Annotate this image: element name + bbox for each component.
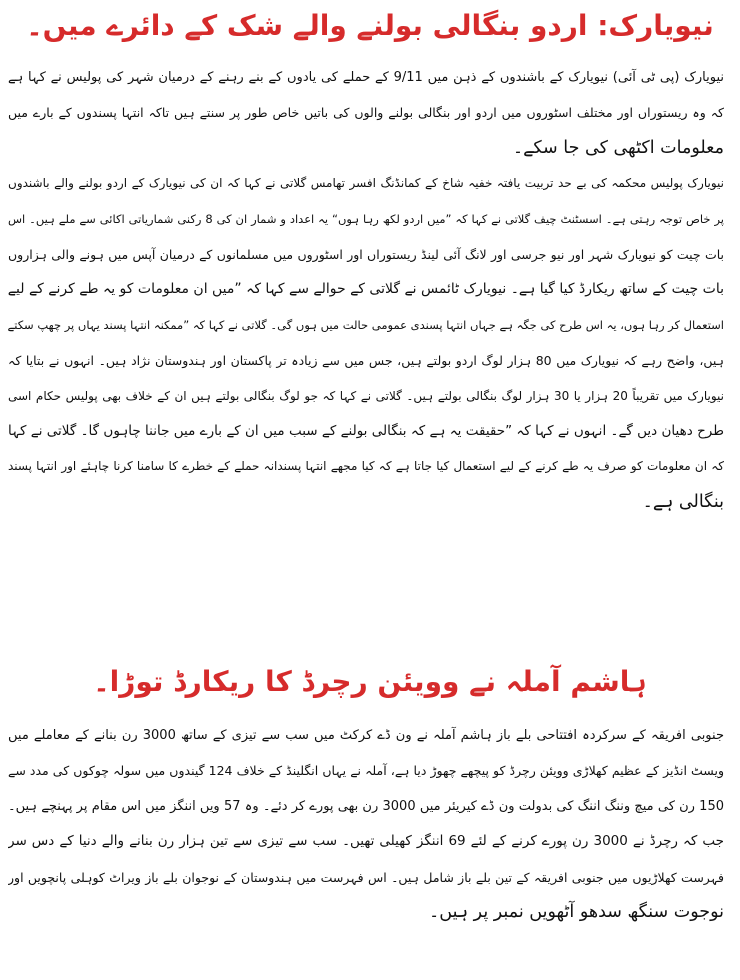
text-line: نیویارک پولیس محکمہ کی بے حد تربیت یافتہ خفیہ شاخ کے کمانڈنگ افسر تھامس گلاتی نے کہا کہ ان کی نیویارک کے اردو بولنے والے باشندوں	[8, 176, 724, 191]
headline-story-1: نیویارک: اردو بنگالی بولنے والے شک کے دائرے میں۔	[26, 9, 714, 42]
text-line: پر خاص توجہ رہتی ہے۔ اسسٹنٹ چیف گلاتی نے کہا کہ ”میں اردو لکھ رہا ہوں“ یہ اعداد و شمار ان کی 8 رکنی شماریاتی اکائی سے ملے ہیں۔ اس	[8, 211, 724, 226]
text-line: نیویارک (پی ٹی آئی) نیویارک کے باشندوں کے ذہن میں 9/11 کے حملے کی یادوں کے بنے رہنے کے درمیان شہر کی پولیس نے کہا ہے	[8, 70, 724, 85]
text-line: کہ ان معلومات کو صرف یہ طے کرنے کے لیے استعمال کیا جاتا ہے کہ کیا مجھے انتہا پسندانہ حملے کے خطرے کا سامنا کرنا چاہئے اور انتہا پسند	[8, 459, 724, 474]
article-body-story-2	[8, 718, 724, 930]
text-line: بنگالی ہے۔	[642, 491, 724, 512]
text-line: 150 رن کی میچ وننگ اننگ کی بدولت ون ڈے کیریئر میں 3000 رن بھی پورے کر دئے۔ وہ 57 ویں اننگز میں اس مقام پر پہنچے ہیں۔	[8, 798, 724, 814]
text-line: کہ وہ ریستوراں اور مختلف اسٹوروں میں اردو اور بنگالی بولنے والوں کی باتیں خاص طور پر سنتے ہیں تاکہ انتہا پسندوں کے بارے میں	[8, 105, 724, 121]
text-line: بات چیت کے ساتھ ریکارڈ کیا گیا ہے۔ نیویارک ٹائمس نے گلاتی کے حوالے سے کہا کہ ”میں ان معلومات کو یہ طے کرنے کے لیے	[8, 281, 724, 298]
text-line: نوجوت سنگھ سدھو آٹھویں نمبر پر ہیں۔	[429, 901, 724, 922]
text-line: طرح دھیان دیں گے۔ انہوں نے کہا کہ ”حقیقت یہ ہے کہ بنگالی بولنے کے سبب میں ان کے بارے میں جاننا چاہوں گا۔ گلاتی نے کہا	[8, 422, 724, 439]
text-line: ہیں، واضح رہے کہ نیویارک میں 80 ہزار لوگ اردو بولتے ہیں، جس میں سے زیادہ تر پاکستان اور ہندوستان نژاد ہیں۔ انہوں نے بتایا کہ	[8, 353, 724, 369]
text-line: نیویارک میں تقریباً 20 ہزار یا 30 ہزار لوگ بنگالی بولتے ہیں۔ گلاتی نے کہا کہ جو لوگ بنگالی بولتے ہیں ان کے خلاف بھی پولیس حکام اسی	[8, 388, 724, 403]
text-line: بات چیت کو نیویارک شہر اور نیو جرسی اور لانگ آئی لینڈ ریستوراں اور اسٹوروں میں مسلمانوں کے درمیان آپس میں ہونے والی ہزاروں	[8, 246, 724, 262]
text-line: ویسٹ انڈیز کے عظیم کھلاڑی وویئن رچرڈ کو پیچھے چھوڑ دیا ہے، آملہ نے یہاں انگلینڈ کے خلاف 124 گیندوں میں سولہ چوکوں کی مدد سے	[8, 763, 724, 779]
text-line: جنوبی افریقہ کے سرکردہ افتتاحی بلے باز ہاشم آملہ نے ون ڈے کرکٹ میں سب سے تیزی کے ساتھ 3000 رن بنانے کے معاملے میں	[8, 728, 724, 743]
paragraph	[8, 60, 724, 166]
text-line: استعمال کر رہا ہوں، یہ اس طرح کی جگہ ہے جہاں انتہا پسندی عمومی حالت میں ہوں گی۔ گلاتی نے کہا کہ ”ممکنہ انتہا پسند یہاں پر چھپ سکتے	[8, 317, 724, 332]
paragraph	[8, 166, 724, 520]
text-line: جب کہ رچرڈ نے 3000 رن پورے کرنے کے لئے 69 اننگز کھیلی تھیں۔ سب سے تیزی سے تین ہزار رن بنانے والے دنیا کے دس سر	[8, 833, 724, 850]
paragraph	[8, 718, 724, 930]
headline-story-2: ہاشم آملہ نے وویئن رچرڈ کا ریکارڈ توڑا۔	[93, 665, 647, 698]
text-line: فہرست کھلاڑیوں میں جنوبی افریقہ کے تین بلے باز شامل ہیں۔ اس فہرست میں ہندوستان کے نوجوان بلے باز ویراٹ کوہلی پانچویں اور	[8, 869, 724, 885]
text-line: معلومات اکٹھی کی جا سکے۔	[512, 137, 724, 158]
article-body-story-1	[8, 60, 724, 520]
